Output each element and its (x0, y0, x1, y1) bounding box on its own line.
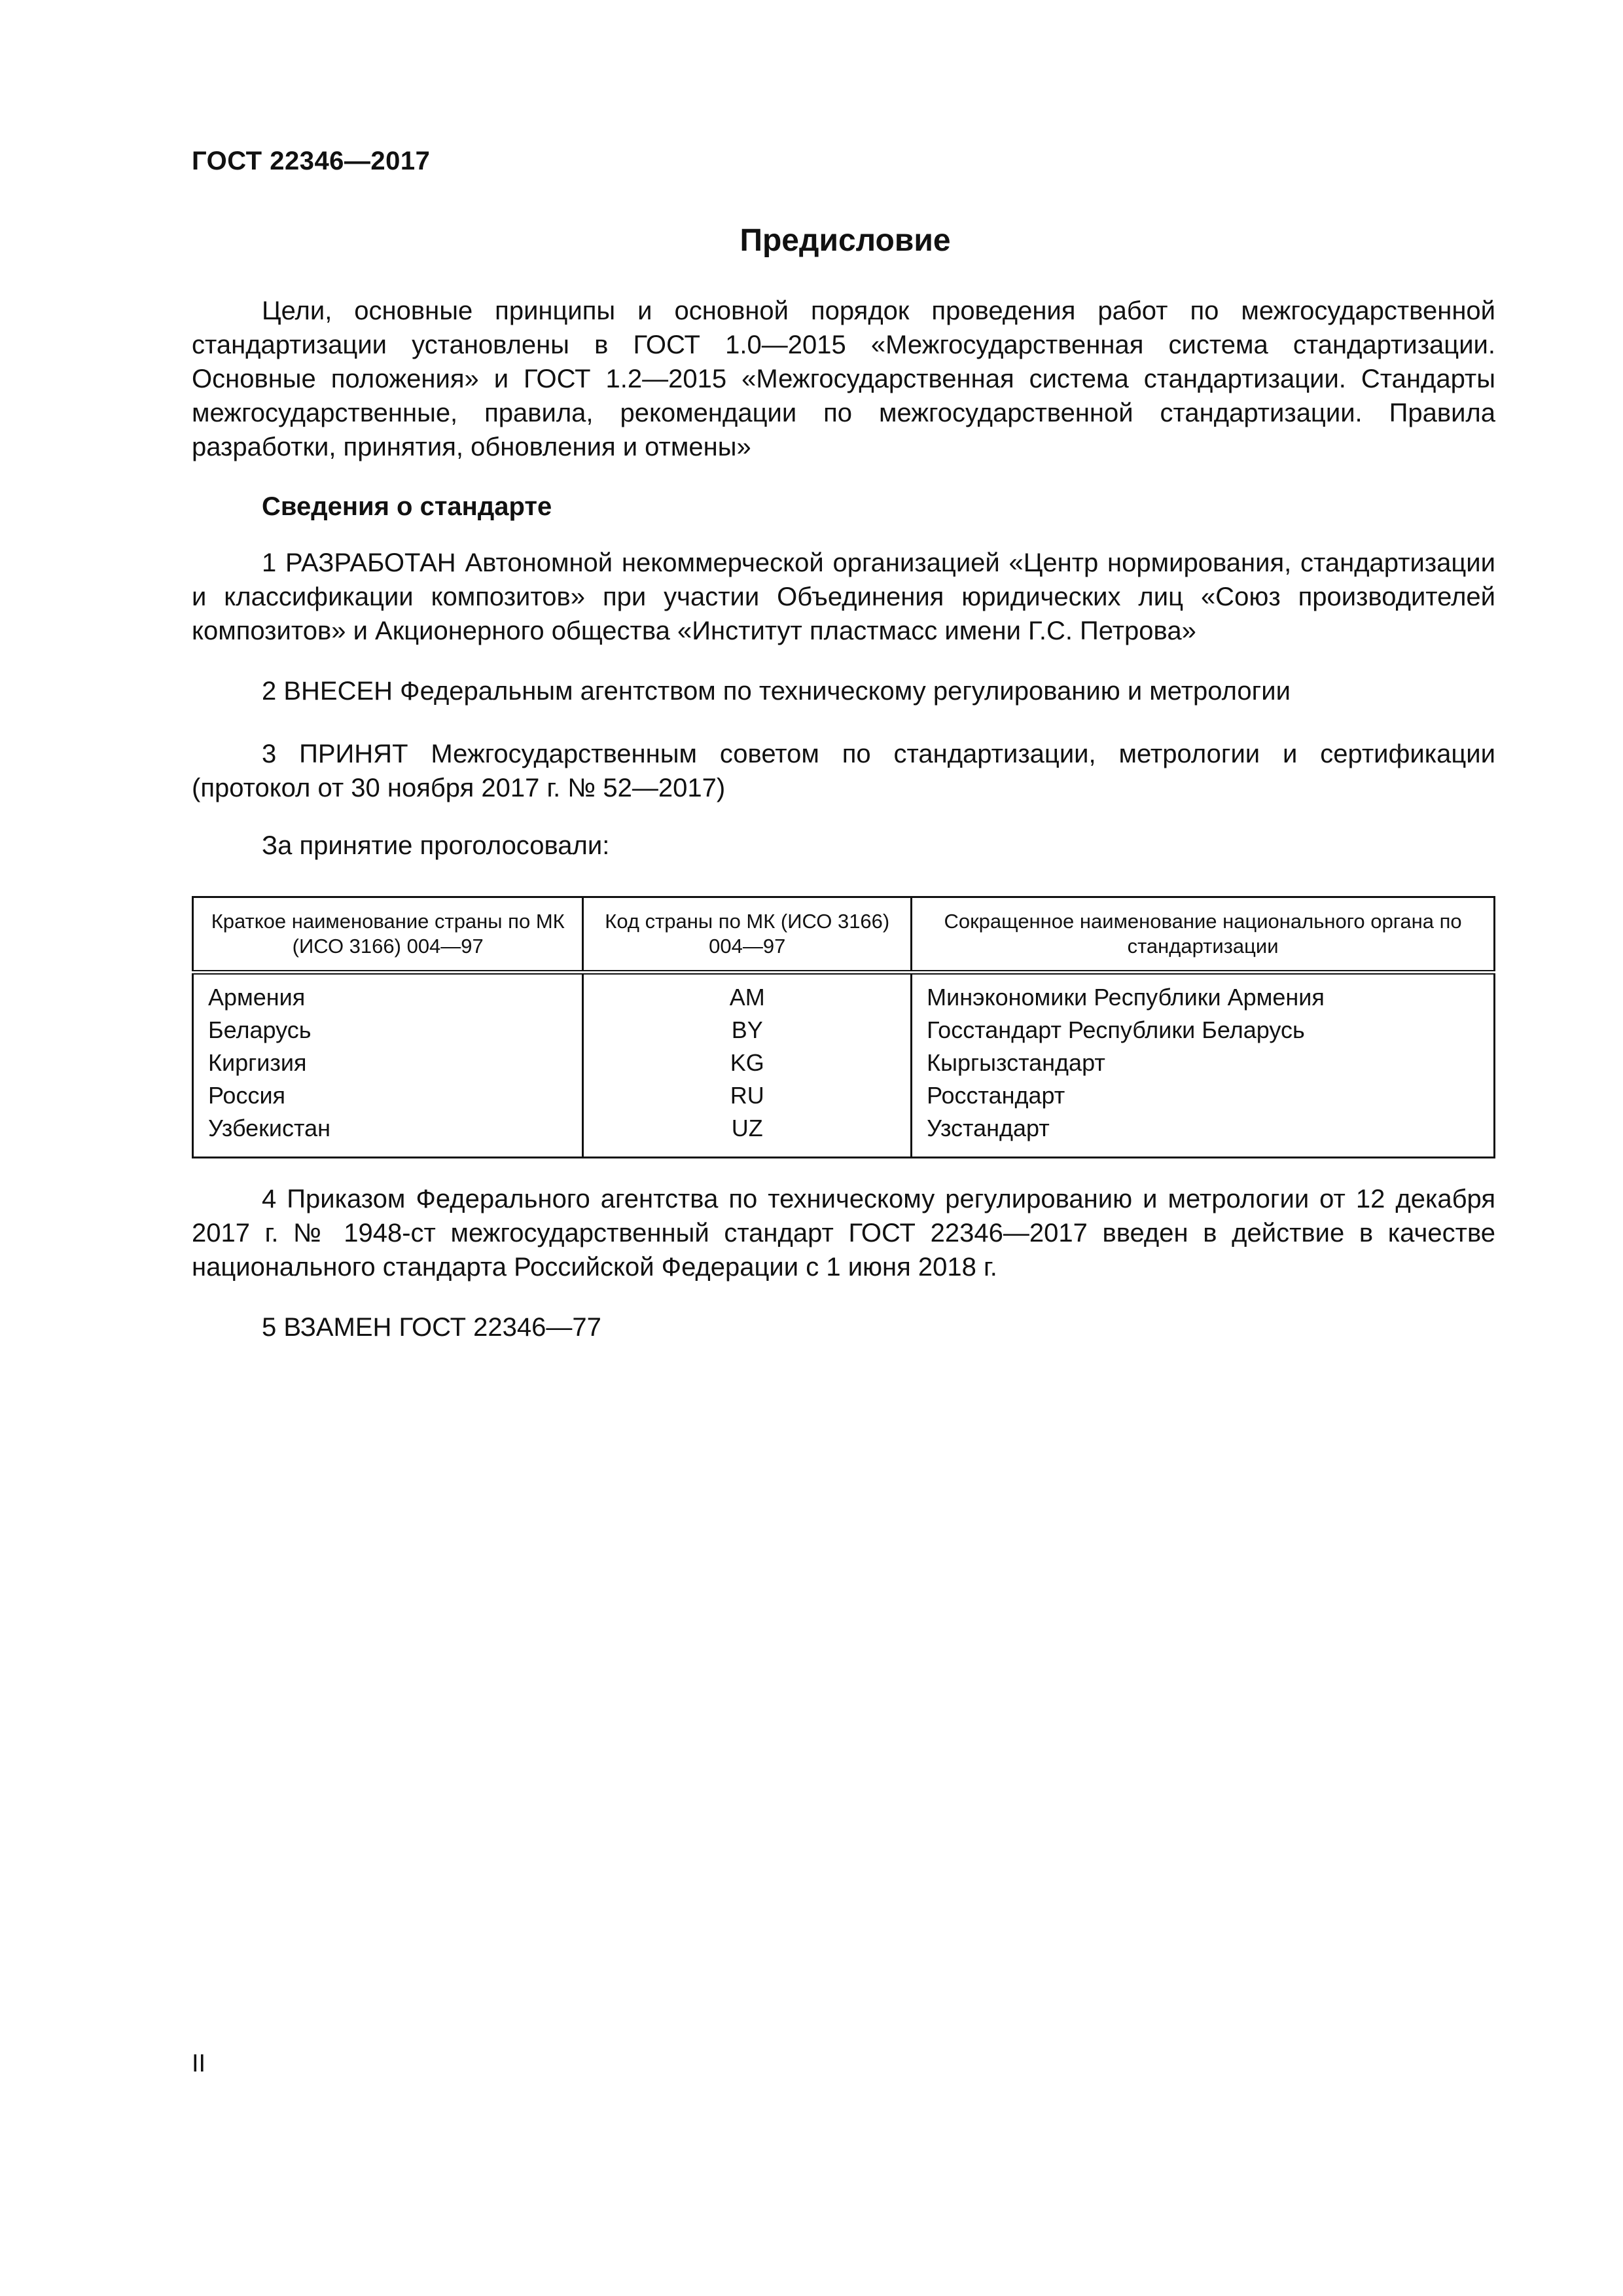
standards-body-cell: Кыргызстандарт (912, 1047, 1495, 1079)
table-row (193, 1014, 1495, 1047)
standards-body-cell: Госстандарт Республики Беларусь (912, 1014, 1495, 1047)
page-title: Предисловие (740, 223, 951, 258)
document-code: ГОСТ 22346—2017 (192, 147, 431, 175)
country-code-cell: RU (583, 1079, 912, 1112)
header-country-code: Код страны по МК (ИСО 3166) 004—97 (583, 897, 912, 973)
country-name-cell: Россия (193, 1079, 583, 1112)
info-item-1-text: 1 РАЗРАБОТАН Автономной некоммерческой организацией «Центр нормирования, стандартизации и классификации композитов» при участии Объединения юридических лиц «Союз производителей композитов» и Акционерного общества «Институт пластмасс имени Г.С. Петрова» (192, 548, 1495, 645)
country-name-cell: Киргизия (193, 1047, 583, 1079)
country-name-cell: Армения (193, 973, 583, 1014)
table-row (193, 1047, 1495, 1079)
table-row (193, 1112, 1495, 1158)
table-row (193, 1079, 1495, 1112)
standards-body-cell: Росстандарт (912, 1079, 1495, 1112)
standards-body-cell: Узстандарт (912, 1112, 1495, 1158)
info-heading: Сведения о стандарте (262, 492, 552, 521)
header-country-name: Краткое наименование страны по МК (ИСО 3166) 004—97 (193, 897, 583, 973)
country-code-cell: AM (583, 973, 912, 1014)
table-row (193, 973, 1495, 1014)
intro-text: Цели, основные принципы и основной порядок проведения работ по межгосударственной стандартизации установлены в ГОСТ 1.0—2015 «Межгосударственная система стандартизации. Основные положения» и ГОСТ 1.2—2015 «Межгосударственная система стандартизации. Стандарты межгосударственные, правила, рекомендации по межгосударственной стандартизации. Правила разработки, принятия, обновления и отмены» (192, 296, 1495, 461)
info-item-2-text: 2 ВНЕСЕН Федеральным агентством по техническому регулированию и метрологии (262, 677, 1291, 706)
country-code-cell: UZ (583, 1112, 912, 1158)
country-name-cell: Узбекистан (193, 1112, 583, 1158)
info-item-3-text: 3 ПРИНЯТ Межгосударственным советом по стандартизации, метрологии и сертификации (протокол от 30 ноября 2017 г. № 52—2017) (192, 740, 1495, 802)
info-item-2 (192, 674, 1495, 708)
info-item-5 (192, 1310, 1495, 1344)
country-code-cell: BY (583, 1014, 912, 1047)
country-name-cell: Беларусь (193, 1014, 583, 1047)
info-item-5-text: 5 ВЗАМЕН ГОСТ 22346—77 (262, 1313, 601, 1342)
info-item-3 (192, 737, 1495, 805)
vote-label: За принятие проголосовали: (262, 831, 610, 860)
info-item-1 (192, 546, 1495, 648)
info-item-4 (192, 1182, 1495, 1284)
intro-paragraph (192, 294, 1495, 464)
header-standards-body: Сокращенное наименование национального органа по стандартизации (912, 897, 1495, 973)
voting-table (192, 896, 1495, 1158)
country-code-cell: KG (583, 1047, 912, 1079)
table-header-row (193, 897, 1495, 973)
info-item-4-text: 4 Приказом Федерального агентства по техническому регулированию и метрологии от 12 декабря 2017 г. № 1948-ст межгосударственный стандарт ГОСТ 22346—2017 введен в действие в качестве национального стандарта Российской Федерации с 1 июня 2018 г. (192, 1185, 1495, 1282)
page-number: II (192, 2050, 206, 2077)
standards-body-cell: Минэкономики Республики Армения (912, 973, 1495, 1014)
